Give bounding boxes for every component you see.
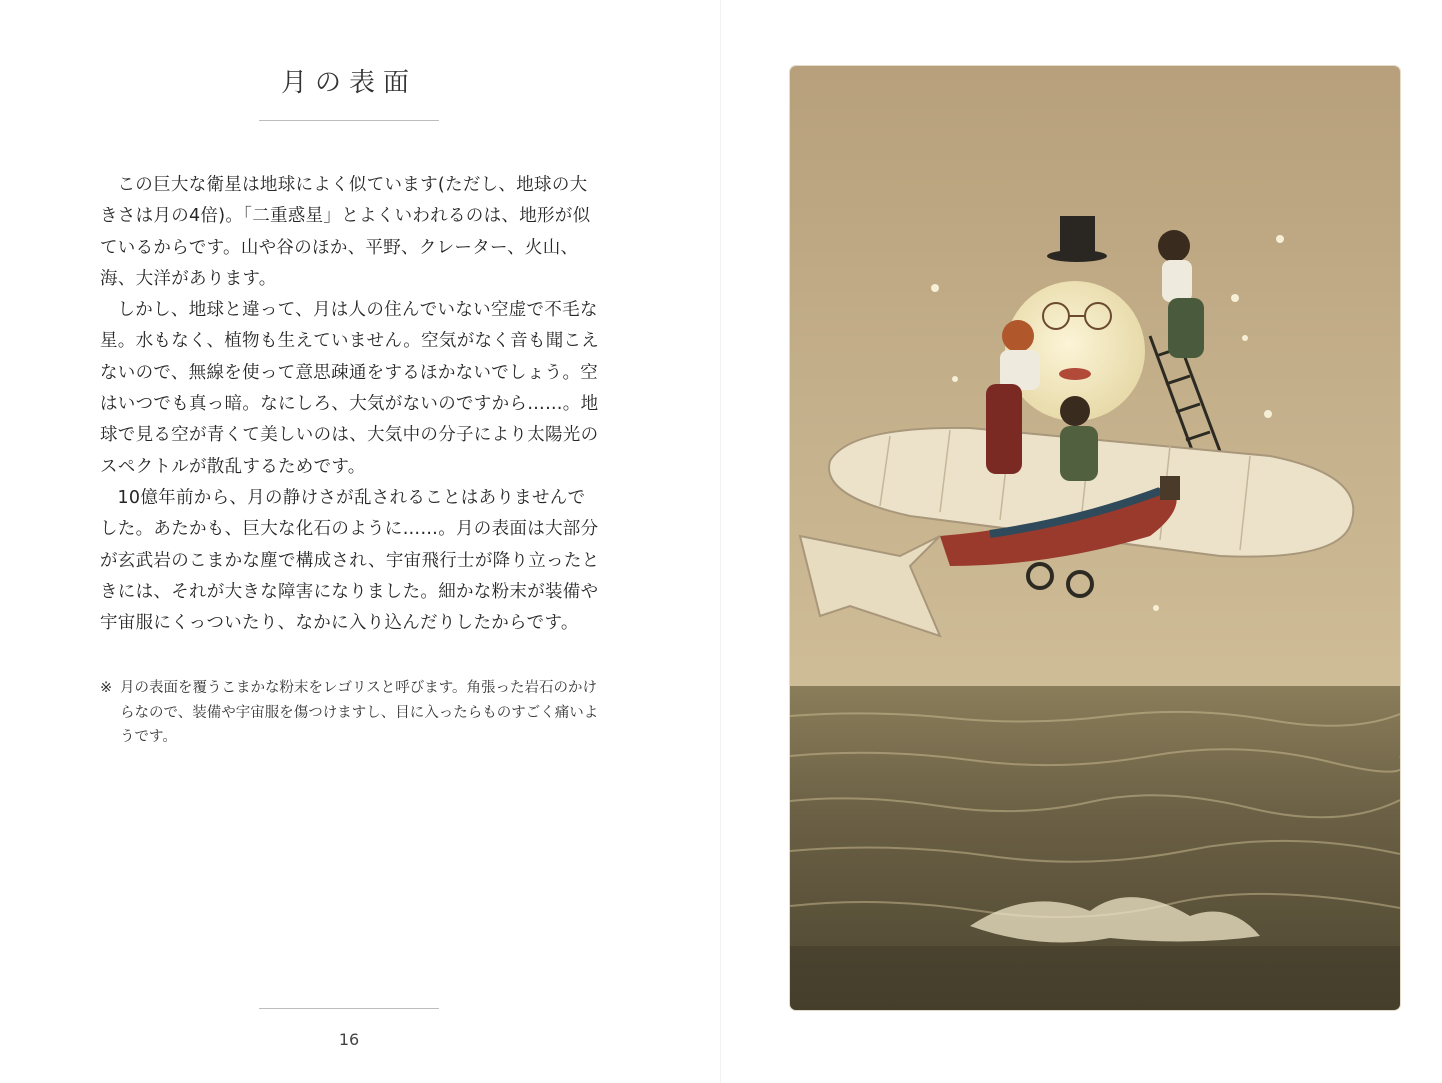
note-text: 月の表面を覆うこまかな粉末をレゴリスと呼びます。角張った岩石のかけらなので、装備や宇宙服を傷つけますし、目に入ったらものすごく痛いようです。 [120,680,599,745]
footnote [100,676,610,750]
moon-lips [1059,368,1091,380]
page-number: 16 [338,1030,360,1049]
sea-shadow [790,946,1400,1010]
paint-bucket [1160,476,1180,500]
paragraph-2: しかし、地球と違って、月は人の住んでいない空虚で不毛な星。水もなく、植物も生えていません。空気がなく音も聞こえないので、無線を使って意思疎通をするほかないでしょう。空はいつでも真っ暗。なにしろ、大気がないのですから……。地球で見る空が青くて美しいのは、大気中の分子により太陽光のスペクトルが散乱するためです。 [100,300,600,477]
page-gutter [720,0,721,1083]
title-divider [259,120,439,121]
moon-airplane-illustration [790,66,1400,1010]
body-text [100,170,600,639]
page-title: 月の表面 [280,68,417,98]
paragraph-3: 10億年前から、月の静けさが乱されることはありませんでした。あたかも、巨大な化石のように……。月の表面は大部分が玄武岩のこまかな塵で構成され、宇宙飛行士が降り立ったときには、それが大きな障害になりました。細かな粉末が装備や宇宙服にくっついたり、なかに入り込んだりしたからです。 [100,487,600,634]
footer-divider [259,1008,439,1009]
note-mark: ※ [100,680,113,696]
paragraph-1: この巨大な衛星は地球によく似ています(ただし、地球の大きさは月の4倍)。「二重惑星」とよくいわれるのは、地形が似ているからです。山や谷のほか、平野、クレーター、火山、海、大洋があります。 [100,175,591,289]
